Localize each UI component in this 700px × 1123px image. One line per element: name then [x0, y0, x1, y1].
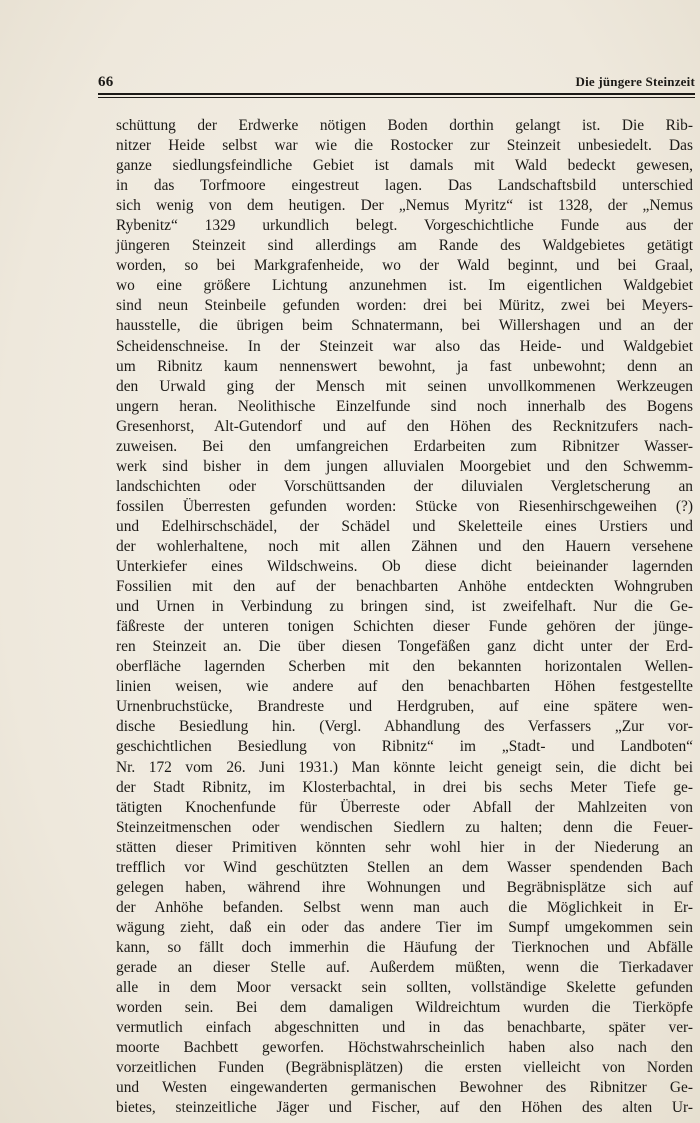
page-number: 66 [98, 74, 114, 90]
text-line: schüttung der Erdwerke nötigen Boden dorthin gelangt ist. Die Rib- [116, 117, 693, 134]
text-line: fossilen Überresten gefunden worden: Stücke von Riesenhirschgeweihen (?) [116, 497, 693, 515]
text-line: oberfläche lagernden Scherben mit den bekannten horizontalen Wellen- [116, 658, 693, 676]
text-line: wo eine größere Lichtung anzunehmen ist. Im eigentlichen Waldgebiet [116, 277, 693, 295]
text-line: ungern heran. Neolithische Einzelfunde sind noch innerhalb des Bogens [116, 397, 693, 415]
text-line: und Westen eingewanderten germanischen Bewohner des Ribnitzer Ge- [116, 1079, 693, 1097]
text-line: bietes, steinzeitliche Jäger und Fischer, auf den Höhen des alten Ur- [116, 1099, 693, 1117]
text-line: jüngeren Steinzeit sind allerdings am Rande des Waldgebietes getätigt [116, 237, 693, 255]
text-line: geschichtlichen Besiedlung von Ribnitz“ im „Stadt- und Landboten“ [116, 738, 693, 756]
text-line: sind neun Steinbeile gefunden worden: drei bei Müritz, zwei bei Meyers- [116, 297, 693, 315]
text-line: Steinzeitmenschen oder wendischen Siedlern zu halten; denn die Feuer- [116, 818, 693, 836]
text-line: trefflich vor Wind geschützten Stellen an dem Wasser spendenden Bach [116, 858, 693, 876]
text-line: Urnenbruchstücke, Brandreste und Herdgruben, auf eine spätere wen- [116, 698, 693, 716]
text-line: gelegen haben, während ihre Wohnungen und Begräbnisplätze sich auf [116, 878, 693, 896]
text-line: Nr. 172 vom 26. Juni 1931.) Man könnte leicht geneigt sein, die dicht bei [116, 758, 693, 776]
text-line: alle in dem Moor versackt sein sollten, vollständige Skelette gefunden [116, 979, 693, 997]
text-line: werk sind bisher in dem jungen alluvialen Moorgebiet und den Schwemm- [116, 457, 693, 475]
header-rule-thin [98, 97, 695, 98]
text-line: moorte Bachbett geworfen. Höchstwahrscheinlich haben also nach den [116, 1039, 693, 1057]
running-head: Die jüngere Steinzeit [575, 74, 695, 89]
text-line: der Stadt Ribnitz, im Klosterbachtal, in drei bis sechs Meter Tiefe ge- [116, 778, 693, 796]
text-line: und Edelhirschschädel, der Schädel und Skeletteile eines Urstiers und [116, 517, 693, 535]
text-line: und Urnen in Verbindung zu bringen sind, ist zweifelhaft. Nur die Ge- [116, 598, 693, 616]
text-line: vermutlich einfach abgeschnitten und in das benachbarte, später ver- [116, 1019, 693, 1037]
text-line: der Anhöhe befanden. Selbst wenn man auch die Möglichkeit in Er- [116, 898, 693, 916]
text-line: in das Torfmoore eingestreut lagen. Das Landschaftsbild unterschied [116, 177, 693, 195]
text-line: tätigten Knochenfunde für Überreste oder Abfall der Mahlzeiten von [116, 798, 693, 816]
text-line: Rybenitz“ 1329 urkundlich belegt. Vorgeschichtliche Funde aus der [116, 217, 693, 235]
text-line: sich wenig von dem heutigen. Der „Nemus Myritz“ ist 1328, der „Nemus [116, 197, 693, 215]
text-line: ren Steinzeit an. Die über diesen Tongefäßen ganz dicht unter der Erd- [116, 638, 693, 656]
text-line: landschichten oder Vorschüttsanden der diluvialen Vergletscherung an [116, 477, 693, 495]
text-line: Scheidenschneise. In der Steinzeit war also das Heide- und Waldgebiet [116, 337, 693, 355]
body-text [116, 116, 693, 1118]
text-line: Fossilien mit den auf der benachbarten Anhöhe entdeckten Wohngruben [116, 578, 693, 596]
text-line: dische Besiedlung hin. (Vergl. Abhandlung des Verfassers „Zur vor- [116, 718, 693, 736]
header-rule [98, 93, 695, 95]
text-line: nitzer Heide selbst war wie die Rostocker zur Steinzeit unbesiedelt. Das [116, 137, 693, 155]
text-line: gerade an dieser Stelle auf. Außerdem müßten, wenn die Tierkadaver [116, 958, 693, 976]
text-line: hausstelle, die übrigen beim Schnatermann, bei Willershagen und an der [116, 317, 693, 335]
page-header [98, 72, 695, 94]
text-line: linien weisen, wie andere auf den benachbarten Höhen festgestellte [116, 678, 693, 696]
text-line: der wohlerhaltene, noch mit allen Zähnen und den Hauern versehene [116, 537, 693, 555]
text-line: zuweisen. Bei den umfangreichen Erdarbeiten zum Ribnitzer Wasser- [116, 437, 693, 455]
text-line: vorzeitlichen Funden (Begräbnisplätzen) die ersten vielleicht von Norden [116, 1059, 693, 1077]
text-line: den Urwald ging der Mensch mit seinen unvollkommenen Werkzeugen [116, 377, 693, 395]
text-line: Gresenhorst, Alt-Gutendorf und auf den Höhen des Recknitzufers nach- [116, 417, 693, 435]
text-line: wägung zieht, daß ein oder das andere Tier im Sumpf umgekommen sein [116, 918, 693, 936]
text-line: fäßreste der unteren tonigen Schichten dieser Funde gehören der jünge- [116, 618, 693, 636]
text-line: stätten dieser Primitiven könnten sehr wohl hier in der Niederung an [116, 838, 693, 856]
text-line: kann, so fällt doch immerhin die Häufung der Tierknochen und Abfälle [116, 938, 693, 956]
text-line: worden, so bei Markgrafenheide, wo der Wald beginnt, und bei Graal, [116, 257, 693, 275]
text-line: um Ribnitz kaum nennenswert bewohnt, ja fast unbewohnt; denn an [116, 357, 693, 375]
text-line: worden sein. Bei dem damaligen Wildreichtum wurden die Tierköpfe [116, 999, 693, 1017]
text-line: ganze siedlungsfeindliche Gebiet ist damals mit Wald bedeckt gewesen, [116, 157, 693, 175]
text-line: Unterkiefer eines Wildschweins. Ob diese dicht beieinander lagernden [116, 558, 693, 576]
